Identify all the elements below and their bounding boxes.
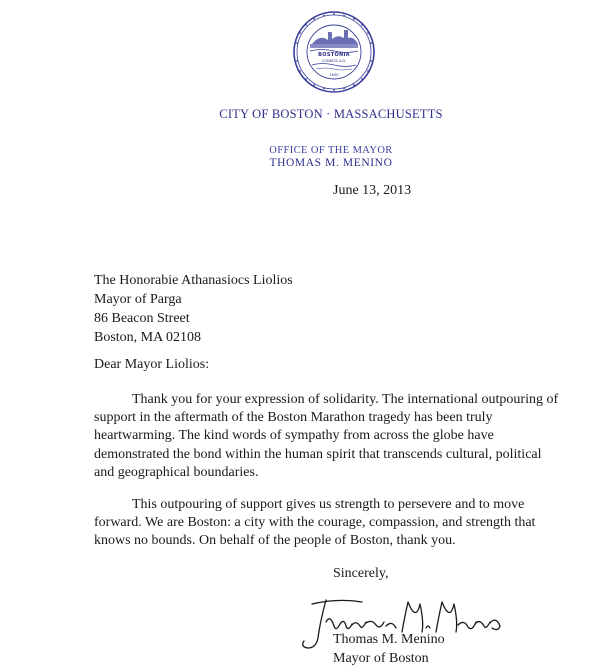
recipient-title: Mayor of Parga bbox=[94, 292, 182, 307]
signature-text: Thomas M. Menino bbox=[282, 592, 290, 593]
body-paragraph-2 bbox=[94, 496, 564, 551]
salutation: Dear Mayor Liolios: bbox=[94, 357, 210, 372]
body-paragraph-1-text: Thank you for your expression of solidarity. The international outpouring of support in the aftermath of the Boston Marathon tragedy has been truly heartwarming. The kind words of sympathy from across the globe have demonstrated the bond within the human spirit that transcends cultural, political and geographical boundaries. bbox=[94, 392, 559, 480]
recipient-address bbox=[94, 271, 293, 347]
recipient-street: 86 Beacon Street bbox=[94, 311, 190, 326]
seal-year-text: 1630 bbox=[329, 73, 339, 77]
seal-center-text: BOSTONIA bbox=[318, 52, 350, 58]
body-paragraph-1 bbox=[94, 391, 564, 482]
signer-title: Mayor of Boston bbox=[333, 651, 429, 666]
seal-condita-text: CONDITA A.D. bbox=[321, 59, 347, 63]
city-header: CITY OF BOSTON · MASSACHUSETTS bbox=[219, 107, 443, 121]
signer-name: Thomas M. Menino bbox=[333, 632, 445, 647]
recipient-city: Boston, MA 02108 bbox=[94, 330, 201, 345]
city-seal-icon bbox=[292, 10, 376, 94]
closing: Sincerely, bbox=[333, 566, 389, 581]
mayor-header: THOMAS M. MENINO bbox=[269, 157, 393, 169]
recipient-name: The Honorabie Athanasiocs Liolios bbox=[94, 273, 293, 288]
body-paragraph-2-text: This outpouring of support gives us strength to persevere and to move forward. We are Boston: a city with the courage, compassion, and strength that knows no bounds. On behalf of the people of Boston, thank you. bbox=[94, 497, 536, 549]
letter-date: June 13, 2013 bbox=[333, 183, 412, 198]
office-header: OFFICE OF THE MAYOR bbox=[269, 145, 393, 156]
